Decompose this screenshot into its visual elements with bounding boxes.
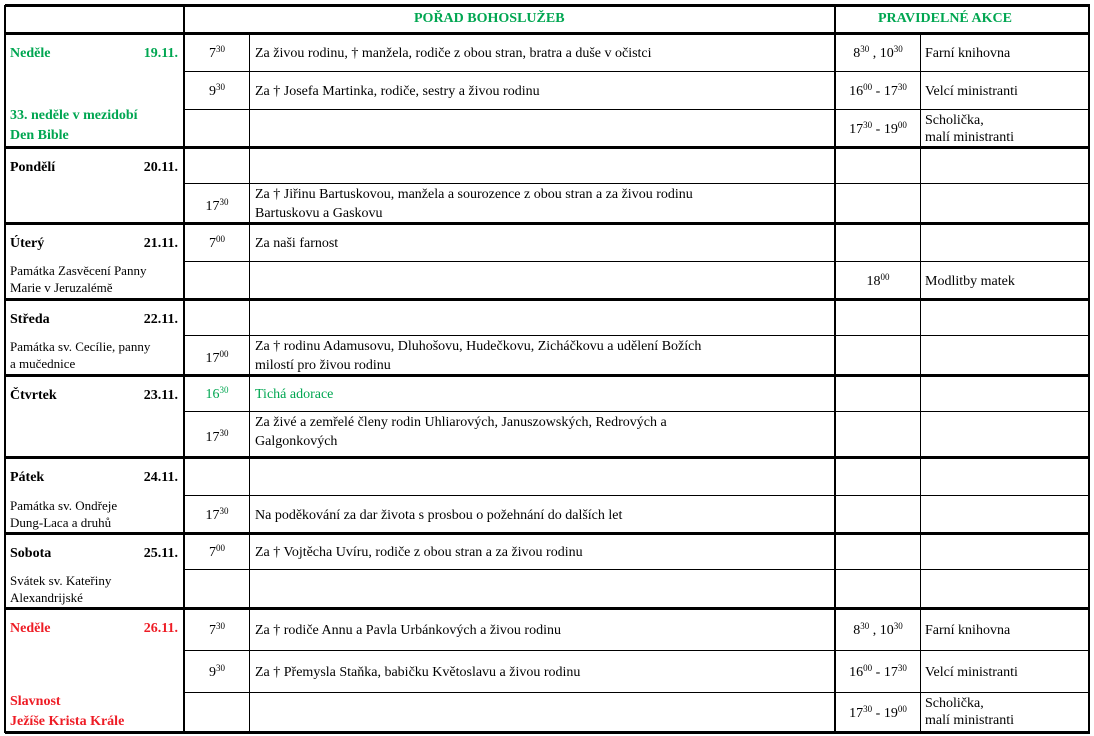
time-hour: 16 [849,664,864,680]
time-minutes: 30 [893,620,903,631]
mass-hour: 17 [205,429,220,445]
column-border [183,5,185,733]
row-border [5,298,1090,301]
mass-time [190,82,244,101]
day-note: 33. neděle v mezidobí [10,108,138,123]
time-hour: 17 [849,705,864,721]
mass-time [190,385,244,404]
time-hour: 18 [866,273,881,289]
mass-hour: 16 [205,386,220,402]
event-time [837,82,919,101]
mass-intention: Za † rodinu Adamusovu, Dluhošovu, Hudečkovu, Zicháčkovu a udělení Božích [255,339,702,354]
day-note: Svátek sv. Kateřiny [10,573,112,588]
mass-hour: 7 [209,235,216,251]
mass-minutes: 30 [219,384,229,395]
time-hour: 17 [883,664,898,680]
time-hour: 16 [849,83,864,99]
time-minutes: 00 [897,703,907,714]
day-name: Sobota [10,546,52,561]
time-hour: 17 [849,121,864,137]
mass-intention: Za † Přemysla Staňka, babičku Květoslavu a živou rodinu [255,664,581,680]
day-note: Den Bible [10,128,69,143]
day-date: 23.11. [143,388,178,403]
day-note: Památka sv. Cecílie, panny [10,339,151,354]
time-hour: 10 [879,622,894,638]
mass-minutes: 30 [216,43,225,54]
mass-intention: Za živé a zemřelé členy rodin Uhliarových, Januszowských, Redrových a [255,415,667,430]
time-minutes: 30 [893,43,903,54]
row-border [184,495,1090,496]
time-minutes: 30 [863,119,873,130]
time-separator: - [872,121,884,137]
row-border [184,650,1090,651]
mass-minutes: 30 [219,196,229,207]
row-border [5,4,1090,7]
mass-hour: 17 [205,198,220,214]
day-name: Úterý [10,236,45,251]
day-date: 19.11. [143,46,178,61]
row-border [5,32,1090,35]
day-note: Památka Zasvěcení Panny [10,263,147,278]
mass-intention: milostí pro živou rodinu [255,358,391,373]
mass-time [190,663,244,682]
day-name: Středa [10,312,50,327]
row-border [184,335,1090,336]
mass-time [190,234,244,253]
mass-intention: Za † Jiřinu Bartuskovou, manžela a sourozence z obou stran a za živou rodinu [255,187,693,202]
day-date: 24.11. [143,470,178,485]
time-separator: , [869,622,880,638]
event-name: Farní knihovna [925,45,1011,61]
time-minutes: 00 [897,119,907,130]
row-border [184,411,1090,412]
row-border [5,607,1090,610]
time-hour: 8 [853,622,861,638]
column-border [920,33,921,733]
event-time [837,621,919,640]
mass-time [190,349,244,368]
mass-hour: 9 [209,83,216,99]
mass-time [190,44,244,63]
event-name: Scholička, [925,696,984,711]
time-hour: 17 [883,83,898,99]
event-time [837,704,919,723]
time-minutes: 30 [897,662,907,673]
time-separator: , [869,45,880,61]
time-minutes: 00 [880,271,890,282]
schedule-title: POŘAD BOHOSLUŽEB [414,11,565,26]
time-minutes: 30 [897,81,907,92]
day-note: Ježíše Krista Krále [10,714,125,729]
row-border [184,183,1090,184]
mass-time [190,506,244,525]
day-note: a mučednice [10,356,76,371]
mass-intention: Galgonkových [255,434,338,449]
time-minutes: 30 [863,703,873,714]
mass-intention: Na poděkování za dar života s prosbou o požehnání do dalších let [255,507,623,523]
time-hour: 10 [879,45,894,61]
mass-hour: 17 [205,507,220,523]
day-name: Neděle [10,621,51,636]
mass-time [190,543,244,562]
row-border [5,456,1090,459]
day-note: Památka sv. Ondřeje [10,498,118,513]
row-border [184,71,1090,72]
mass-minutes: 30 [219,505,229,516]
mass-intention: Bartuskovu a Gaskovu [255,206,383,221]
day-name: Pondělí [10,160,56,175]
day-date: 26.11. [143,621,178,636]
day-note: Marie v Jeruzalémě [10,280,113,295]
time-minutes: 00 [863,81,873,92]
time-hour: 8 [853,45,861,61]
time-minutes: 30 [860,620,870,631]
row-border [184,569,1090,570]
event-name: Velcí ministranti [925,664,1018,680]
day-name: Neděle [10,46,51,61]
day-name: Čtvrtek [10,388,57,403]
event-name: Velcí ministranti [925,83,1018,99]
event-time [837,272,919,291]
event-time [837,44,919,63]
time-minutes: 00 [863,662,873,673]
time-hour: 19 [883,705,898,721]
event-time [837,663,919,682]
event-name: Farní knihovna [925,622,1011,638]
mass-hour: 9 [209,664,216,680]
mass-hour: 17 [205,350,220,366]
day-date: 20.11. [143,160,178,175]
mass-minutes: 30 [219,427,229,438]
time-minutes: 30 [860,43,870,54]
day-note: Dung-Laca a druhů [10,515,112,530]
column-border [1088,5,1090,733]
mass-minutes: 00 [216,233,225,244]
row-border [5,731,1090,734]
day-name: Pátek [10,470,45,485]
mass-minutes: 00 [216,542,225,553]
mass-intention: Za naši farnost [255,235,339,251]
event-name: Modlitby matek [925,273,1015,289]
events-title: PRAVIDELNÉ AKCE [878,11,1012,26]
mass-hour: 7 [209,45,216,61]
day-date: 25.11. [143,546,178,561]
mass-hour: 7 [209,544,216,560]
event-name: Scholička, [925,113,984,128]
row-border [184,261,1090,262]
day-date: 22.11. [143,312,178,327]
row-border [184,109,1090,110]
mass-minutes: 30 [216,620,225,631]
time-hour: 19 [883,121,898,137]
mass-hour: 7 [209,622,216,638]
time-separator: - [872,664,884,680]
column-border [834,5,836,733]
day-note: Alexandrijské [10,590,83,605]
day-note: Slavnost [10,694,61,709]
row-border [184,692,1090,693]
mass-minutes: 30 [216,81,225,92]
mass-time [190,621,244,640]
column-border [4,5,6,733]
mass-intention: Tichá adorace [255,386,334,402]
mass-minutes: 30 [216,662,225,673]
mass-time [190,428,244,447]
day-date: 21.11. [143,236,178,251]
mass-intention: Za † rodiče Annu a Pavla Urbánkových a živou rodinu [255,622,561,638]
event-name: malí ministranti [925,713,1015,728]
mass-minutes: 00 [219,348,229,359]
column-border [249,33,250,733]
row-border [5,532,1090,535]
mass-intention: Za † Josefa Martinka, rodiče, sestry a živou rodinu [255,83,540,99]
time-separator: - [872,83,884,99]
mass-time [190,197,244,216]
row-border [5,374,1090,377]
event-name: malí ministranti [925,130,1015,145]
row-border [5,222,1090,225]
event-time [837,120,919,139]
mass-intention: Za živou rodinu, † manžela, rodiče z obou stran, bratra a duše v očistci [255,45,652,61]
mass-intention: Za † Vojtěcha Uvíru, rodiče z obou stran a za živou rodinu [255,544,583,560]
time-separator: - [872,705,884,721]
